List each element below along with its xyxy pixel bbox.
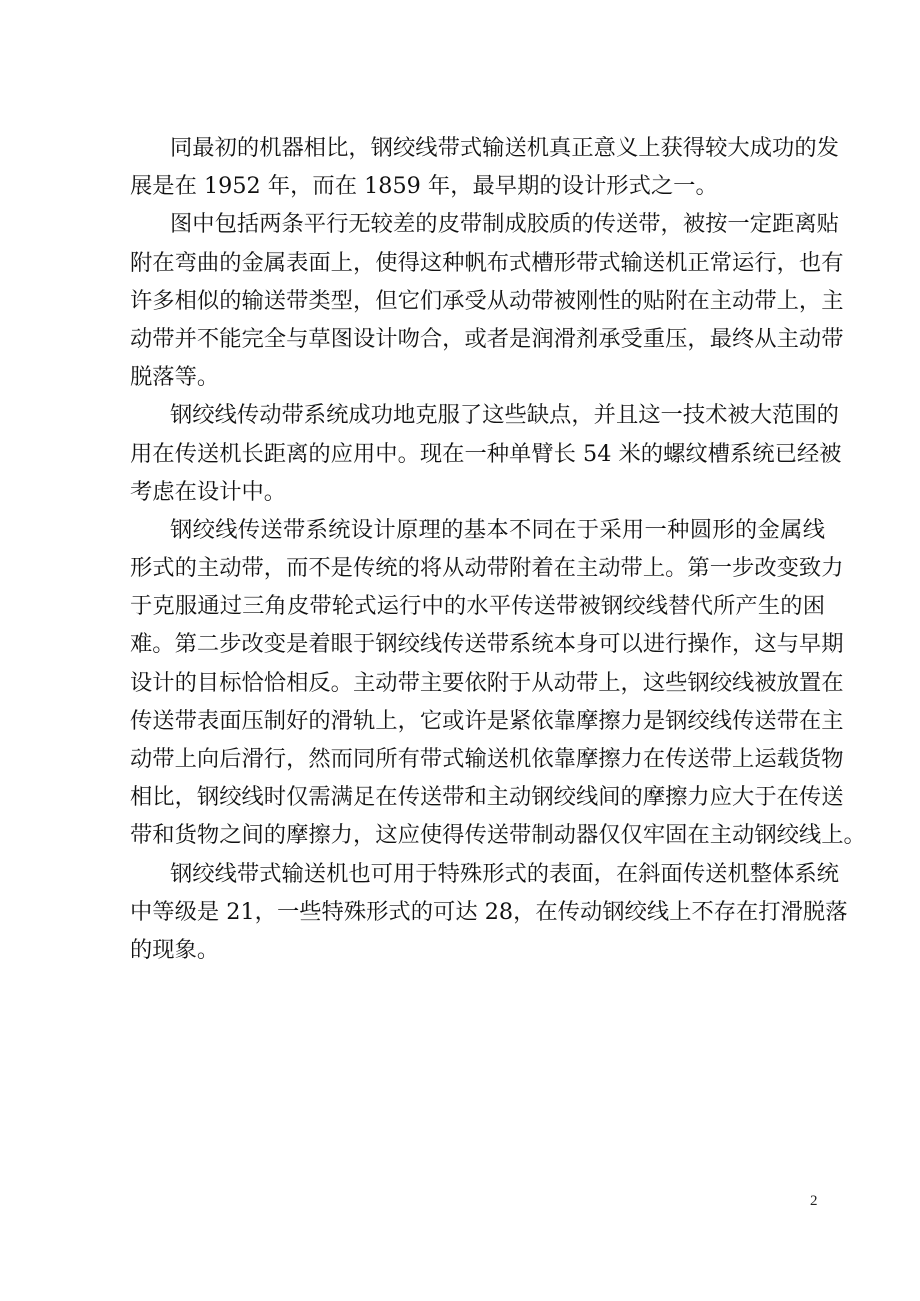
- text-line: 图中包括两条平行无较差的皮带制成胶质的传送带，被按一定距离贴: [170, 211, 839, 238]
- text-line: 动带上向后滑行，然而同所有带式输送机依靠摩擦力在传送带上运载货物: [130, 746, 844, 772]
- text-line: 考虑在设计中。: [130, 478, 287, 505]
- paragraph-1: [130, 129, 839, 205]
- paragraph-4: [130, 511, 866, 855]
- paragraph-3: [130, 396, 842, 511]
- text-line: 于克服通过三角皮带轮式运行中的水平传送带被钢绞线替代所产生的困: [130, 593, 825, 620]
- text-line: 钢绞线传送带系统设计原理的基本不同在于采用一种圆形的金属线: [170, 516, 825, 543]
- text-line: 用在传送机长距离的应用中。现在一种单臂长 54 米的螺纹槽系统已经被: [130, 440, 842, 467]
- text-line: 相比，钢绞线时仅需满足在传送带和主动钢绞线间的摩擦力应大于在传送: [130, 784, 844, 811]
- text-line: 的现象。: [130, 936, 220, 963]
- page-number: 2: [810, 1193, 818, 1209]
- text-line: 带和货物之间的摩擦力，这应使得传送带制动器仅仅牢固在主动钢绞线上。: [130, 822, 866, 849]
- body-text: [130, 129, 866, 969]
- text-line: 脱落等。: [130, 364, 220, 391]
- text-line: 难。第二步改变是着眼于钢绞线传送带系统本身可以进行操作，这与早期: [130, 631, 844, 658]
- text-line: 钢绞线传动带系统成功地克服了这些缺点，并且这一技术被大范围的: [170, 402, 839, 429]
- paragraph-2: [130, 205, 844, 396]
- text-line: 附在弯曲的金属表面上，使得这种帆布式槽形带式输送机正常运行，也有: [130, 249, 844, 276]
- text-line: 钢绞线带式输送机也可用于特殊形式的表面，在斜面传送机整体系统: [170, 860, 839, 887]
- text-line: 形式的主动带，而不是传统的将从动带附着在主动带上。第一步改变致力: [130, 555, 844, 582]
- text-line: 展是在 1952 年，而在 1859 年，最早期的设计形式之一。: [130, 173, 718, 200]
- text-line: 设计的目标恰恰相反。主动带主要依附于从动带上，这些钢绞线被放置在: [130, 669, 844, 696]
- text-line: 传送带表面压制好的滑轨上，它或许是紧依靠摩擦力是钢绞线传送带在主: [130, 707, 844, 734]
- paragraph-5: [130, 855, 848, 970]
- text-line: 中等级是 21，一些特殊形式的可达 28，在传动钢绞线上不存在打滑脱落: [130, 898, 848, 925]
- text-line: 动带并不能完全与草图设计吻合，或者是润滑剂承受重压，最终从主动带: [130, 325, 844, 352]
- text-line: 许多相似的输送带类型，但它们承受从动带被刚性的贴附在主动带上，主: [130, 287, 844, 314]
- text-line: 同最初的机器相比，钢绞线带式输送机真正意义上获得较大成功的发: [170, 135, 839, 161]
